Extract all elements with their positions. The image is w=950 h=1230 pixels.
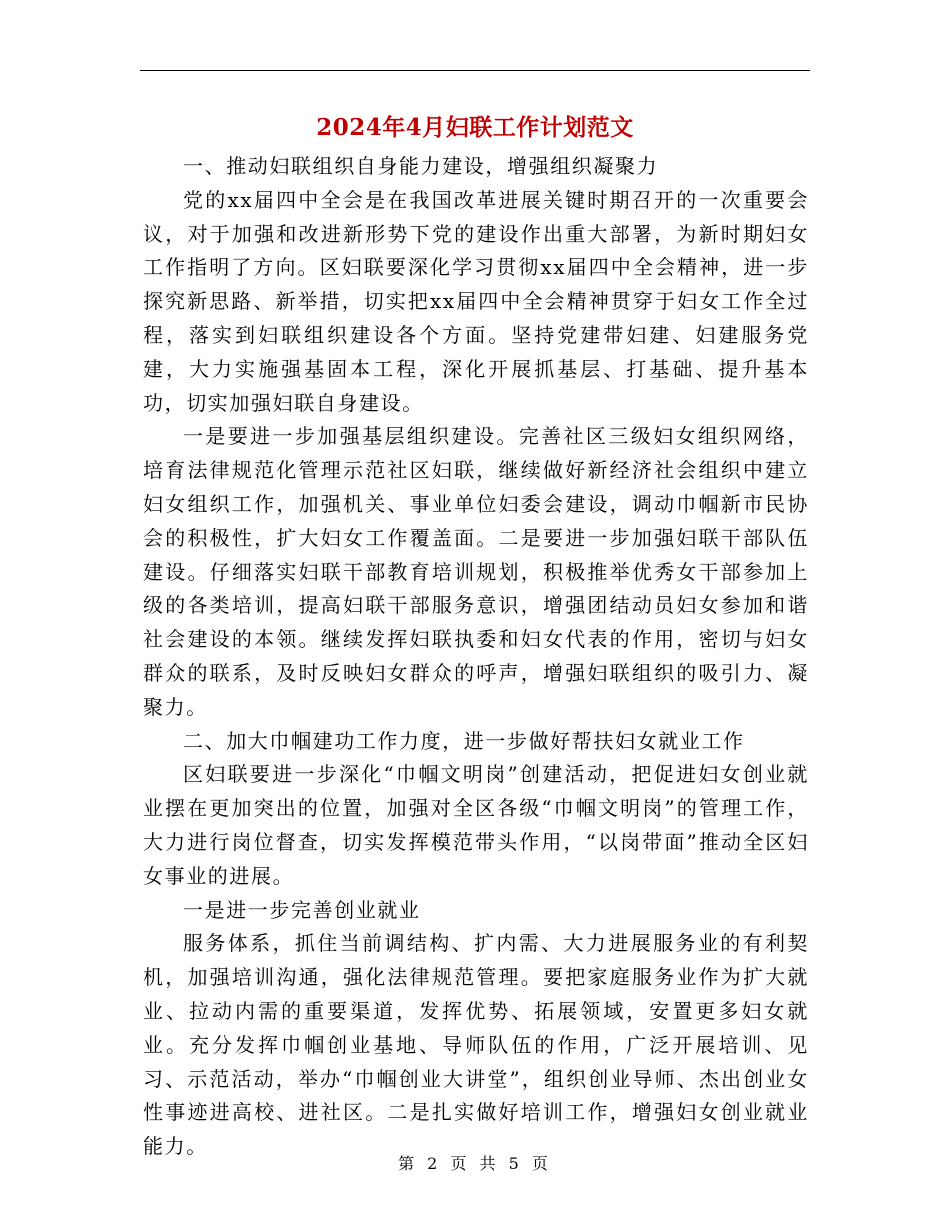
body-paragraph: 服务体系，抓住当前调结构、扩内需、大力进展服务业的有利契机，加强培训沟通，强化法律规范管理。要把家庭服务业作为扩大就业、拉动内需的重要渠道，发挥优势、拓展领域，安置更多妇女就业。充分发挥巾帼创业基地、导师队伍的作用，广泛开展培训、见习、示范活动，举办“巾帼创业大讲堂”，组织创业导师、杰出创业女性事迹进高校、进社区。二是扎实做好培训工作，增强妇女创业就业能力。	[143, 931, 809, 1159]
body-paragraph: 区妇联要进一步深化“巾帼文明岗”创建活动，把促进妇女创业就业摆在更加突出的位置，加强对全区各级“巾帼文明岗”的管理工作，大力进行岗位督查，切实发挥模范带头作用，“以岗带面”推动全区妇女事业的进展。	[143, 762, 809, 888]
body-paragraph: 一是要进一步加强基层组织建设。完善社区三级妇女组织网络，培育法律规范化管理示范社区妇联，继续做好新经济社会组织中建立妇女组织工作，加强机关、事业单位妇委会建设，调动巾帼新市民协会的积极性，扩大妇女工作覆盖面。二是要进一步加强妇联干部队伍建设。仔细落实妇联干部教育培训规划，积极推举优秀女干部参加上级的各类培训，提高妇联干部服务意识，增强团结动员妇女参加和谐社会建设的本领。继续发挥妇联执委和妇女代表的作用，密切与妇女群众的联系，及时反映妇女群众的呼声，增强妇联组织的吸引力、凝聚力。	[143, 424, 809, 719]
section-heading-1: 一、推动妇联组织自身能力建设，增强组织凝聚力	[183, 154, 659, 178]
section-heading-2: 二、加大巾帼建功工作力度，进一步做好帮扶妇女就业工作	[183, 728, 745, 753]
body-paragraph: 党的xx届四中全会是在我国改革进展关键时期召开的一次重要会议，对于加强和改进新形势下党的建设作出重大部署，为新时期妇女工作指明了方向。区妇联要深化学习贯彻xx届四中全会精神，进一步探究新思路、新举措，切实把xx届四中全会精神贯穿于妇女工作全过程，落实到妇联组织建设各个方面。坚持党建带妇建、妇建服务党建，大力实施强基固本工程，深化开展抓基层、打基础、提升基本功，切实加强妇联自身建设。	[143, 187, 809, 415]
header-rule	[140, 70, 810, 71]
sub-heading: 一是进一步完善创业就业	[183, 897, 421, 922]
document-body	[143, 150, 809, 1164]
page-number: 第 2 页 共 5 页	[398, 1154, 552, 1173]
document-title: 2024年4月妇联工作计划范文	[316, 114, 634, 141]
